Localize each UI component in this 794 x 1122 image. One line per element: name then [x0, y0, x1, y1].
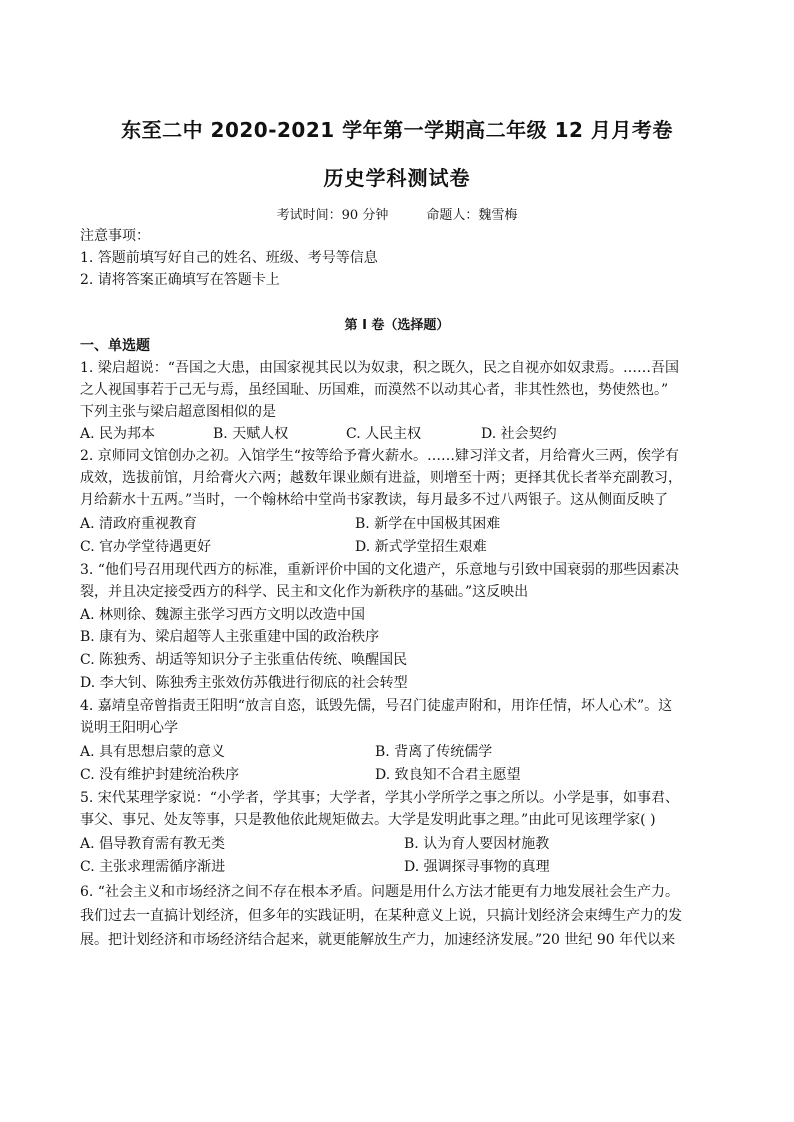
section-title: 第 I 卷（选择题）: [344, 318, 450, 333]
question-5-line: 事父、事兄、处友等事，只是教他依此规矩做去。大学是发明此事之理。”由此可见该理学家( ): [80, 812, 656, 828]
question-3-line: 裂，并且决定接受西方的科学、民主和文化作为新秩序的基础。”这反映出: [80, 584, 529, 600]
question-3-option-a: A. 林则徐、魏源主张学习西方文明以改造中国: [80, 607, 366, 623]
question-3-option-b: B. 康有为、梁启超等人主张重建中国的政治秩序: [80, 629, 380, 645]
question-1-option-c: C. 人民主权: [346, 426, 422, 442]
question-2-option-a: A. 清政府重视教育: [80, 516, 198, 532]
question-6-line: 我们过去一直搞计划经济，但多年的实践证明，在某种意义上说，只搞计划经济会束缚生产力的发: [80, 908, 682, 924]
question-1-line: 之人视国事若于己无与焉，虽经国耻、历国难，而漠然不以动其心者，非其性然也，势使然也。”: [80, 382, 669, 398]
question-3-option-c: C. 陈独秀、胡适等知识分子主张重估传统、唤醒国民: [80, 652, 408, 668]
question-4-option-c: C. 没有维护封建统治秩序: [80, 767, 240, 783]
question-2-line: 月给薪水十五两。”当时，一个翰林给中堂尚书家教读，每月最多不过八两银子。这从侧面反映了: [80, 492, 669, 508]
notice-item: 1. 答题前填写好自己的姓名、班级、考号等信息: [80, 250, 378, 266]
exam-meta: [0, 204, 794, 223]
question-1-line: 下列主张与梁启超意图相似的是: [80, 404, 276, 420]
exam-subtitle: 历史学科测试卷: [323, 166, 471, 190]
notice-heading: 注意事项：: [80, 228, 150, 244]
notice-item: 2. 请将答案正确填写在答题卡上: [80, 272, 280, 288]
question-2-option-c: C. 官办学堂待遇更好: [80, 539, 212, 555]
question-6-line: 展。把计划经济和市场经济结合起来，就更能解放生产力，加速经济发展。”20 世纪 90 年代以来: [80, 932, 676, 948]
part-heading: 一、单选题: [80, 338, 150, 354]
question-1-line: 1. 梁启超说：“吾国之大患，由国家视其民以为奴隶，积之既久，民之自视亦如奴隶焉。……吾国: [80, 360, 679, 376]
question-1-option-d: D. 社会契约: [481, 426, 557, 442]
exam-time: 考试时间：90 分钟: [276, 208, 389, 223]
question-1-option-a: A. 民为邦本: [80, 426, 156, 442]
question-2-line: 成效，选拔前馆，月给膏火六两；越数年课业颇有进益，则增至十两；更择其优长者举充副教习，: [80, 470, 682, 486]
question-4-line: 说明王阳明心学: [80, 720, 178, 736]
question-1-option-b: B. 天赋人权: [213, 426, 289, 442]
question-5-option-b: B. 认为育人要因材施教: [404, 836, 550, 852]
question-5-option-a: A. 倡导教育需有教无类: [80, 836, 226, 852]
exam-author: 命题人：魏雪梅: [426, 208, 518, 223]
question-5-option-c: C. 主张求理需循序渐进: [80, 859, 226, 875]
question-2-option-d: D. 新式学堂招生艰难: [355, 539, 487, 555]
question-3-option-d: D. 李大钊、陈独秀主张效仿苏俄进行彻底的社会转型: [80, 675, 408, 691]
question-5-line: 5. 宋代某理学家说：“小学者，学其事；大学者，学其小学所学之事之所以。小学是事，如事君、: [80, 790, 679, 806]
question-2-line: 2. 京师同文馆创办之初。入馆学生“按等给予膏火薪水。……肄习洋文者，月给膏火三两，俟学有: [80, 448, 679, 464]
question-6-line: 6. “社会主义和市场经济之间不存在根本矛盾。问题是用什么方法才能更有力地发展社会生产力。: [80, 884, 679, 900]
question-4-line: 4. 嘉靖皇帝曾指责王阳明“放言自恣，诋毁先儒，号召门徒虚声附和，用诈任情，坏人心术”。这: [80, 698, 673, 714]
question-4-option-d: D. 致良知不合君主愿望: [375, 767, 521, 783]
question-5-option-d: D. 强调探寻事物的真理: [404, 859, 550, 875]
question-4-option-b: B. 背离了传统儒学: [375, 744, 493, 760]
question-2-option-b: B. 新学在中国极其困难: [355, 516, 501, 532]
exam-title: 东至二中 2020-2021 学年第一学期高二年级 12 月月考卷: [121, 118, 673, 142]
question-4-option-a: A. 具有思想启蒙的意义: [80, 744, 226, 760]
question-3-line: 3. “他们号召用现代西方的标准，重新评价中国的文化遗产，乐意地与引致中国衰弱的那些因素决: [80, 562, 679, 578]
